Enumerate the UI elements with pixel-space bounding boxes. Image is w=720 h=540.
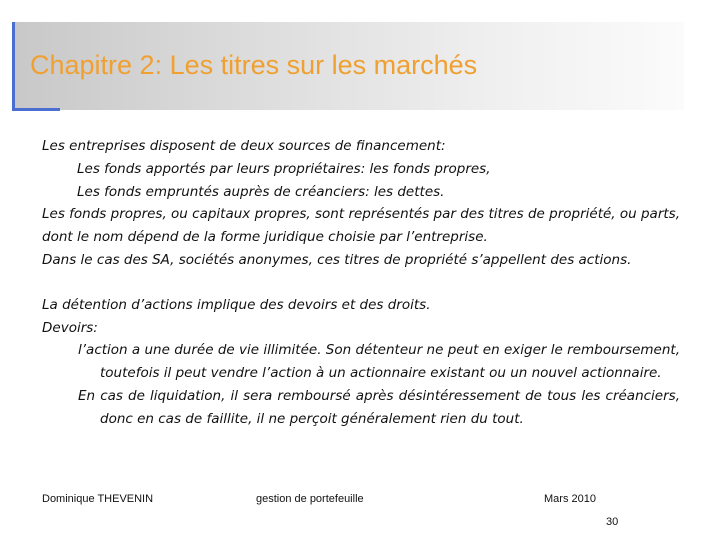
equity-paragraph: Les fonds propres, ou capitaux propres, sont représentés par des titres de propriété, ou parts, dont le nom dépend de la forme juridique choisie par l’entreprise.: [42, 206, 680, 246]
rights-duties-line: La détention d’actions implique des devoirs et des droits.: [42, 296, 431, 313]
page-number: 30: [606, 516, 619, 528]
intro-line: Les entreprises disposent de deux sources de financement:: [42, 138, 446, 154]
duty-liquidation: En cas de liquidation, il sera remboursé après désintéressement de tous les créanciers, donc en cas de faillite, il ne perçoit généralement rien du tout.: [78, 387, 680, 427]
slide-title: Chapitre 2: Les titres sur les marchés: [30, 50, 478, 80]
paragraph-spacer: [42, 272, 680, 294]
footer-author: Dominique THEVENIN: [42, 493, 154, 505]
funding-source-debt: Les fonds empruntés auprès de créanciers: les dettes.: [77, 183, 445, 200]
footer-date: Mars 2010: [544, 493, 596, 505]
duty-unlimited-life: l’action a une durée de vie illimitée. Son détenteur ne peut en exiger le remboursement, toutefois il peut vendre l’action à un actionnaire existant ou un nouvel actionnaire.: [78, 342, 680, 382]
title-accent-vertical: [12, 22, 15, 110]
title-accent-horizontal: [12, 108, 60, 111]
funding-source-equity: Les fonds apportés par leurs propriétaires: les fonds propres,: [77, 160, 491, 177]
footer-course: gestion de portefeuille: [256, 493, 364, 505]
slide-body: [42, 135, 680, 431]
duties-label: Devoirs:: [42, 319, 98, 336]
sa-shares-line: Dans le cas des SA, sociétés anonymes, ces titres de propriété s’appellent des actions.: [42, 251, 632, 268]
